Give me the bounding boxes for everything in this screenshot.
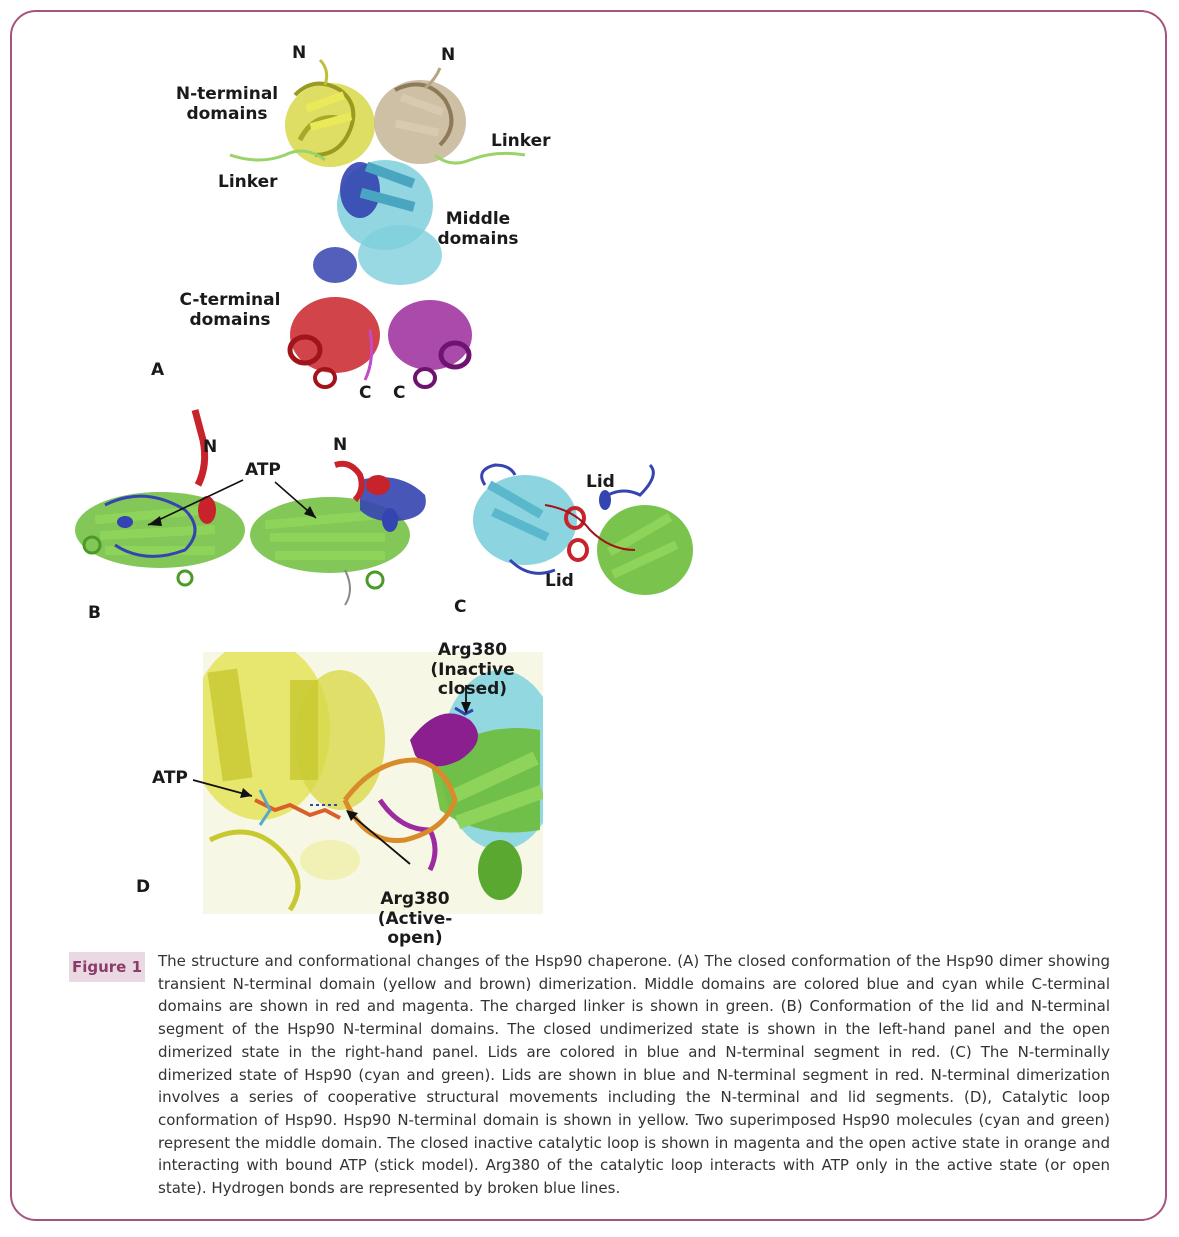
label-c-terminal-domains: C-terminal domains	[179, 290, 281, 330]
label-linker-left: Linker	[218, 172, 278, 192]
label-a-c-left: C	[359, 383, 372, 403]
panel-letter-b: B	[88, 603, 101, 623]
label-b-atp: ATP	[245, 460, 281, 480]
figure-caption: The structure and conformational changes of the Hsp90 chaperone. (A) The closed conformation of the Hsp90 dimer showing transient N-terminal domain (yellow and brown) dimerization. Middle domains are colored blue and cyan while C-terminal domains are shown in red and magenta. The charged linker is shown in green. (B) Conformation of the lid and N-terminal segment of the Hsp90 N-terminal domains. The closed undimerized state is shown in the left-hand panel and the open dimerized state in the right-hand panel. Lids are colored in blue and N-terminal segment in red. (C) The N-terminally dimerized state of Hsp90 (cyan and green). Lids are shown in blue and N-terminal segment in red. N-terminal dimerization involves a series of cooperative structural movements including the N-terminal and lid segments. (D), Catalytic loop conformation of Hsp90. Hsp90 N-terminal domain is shown in yellow. Two superimposed Hsp90 molecules (cyan and green) represent the middle domain. The closed inactive catalytic loop is shown in magenta and the open active state in orange and interacting with bound ATP (stick model). Arg380 of the catalytic loop interacts with ATP only in the active state (or open state). Hydrogen bonds are represented by broken blue lines.	[158, 952, 1110, 1198]
label-c-lid-top: Lid	[586, 472, 615, 492]
arg380-active-state: (Active-open)	[377, 908, 453, 949]
label-arg380-active	[355, 890, 475, 949]
panel-letter-c: C	[454, 597, 467, 617]
panel-letter-d: D	[136, 877, 151, 897]
arg380-inactive-state: (Inactive closed)	[430, 659, 515, 700]
label-n-terminal-domains: N-terminal domains	[175, 84, 279, 124]
label-c-lid-bottom: Lid	[545, 571, 574, 591]
panel-letter-a: A	[151, 360, 165, 380]
label-a-n-left: N	[292, 43, 307, 63]
arg380-inactive-name: Arg380	[437, 640, 508, 660]
label-linker-right: Linker	[491, 131, 551, 151]
label-b-n-right: N	[333, 435, 348, 455]
label-arg380-inactive	[400, 641, 545, 700]
label-d-atp: ATP	[152, 768, 188, 788]
arg380-active-name: Arg380	[380, 889, 450, 909]
label-middle-domains: Middle domains	[437, 209, 519, 249]
label-a-c-right: C	[393, 383, 406, 403]
label-b-n-left: N	[203, 437, 218, 457]
label-a-n-right: N	[441, 45, 456, 65]
figure-label-badge: Figure 1	[69, 952, 145, 982]
